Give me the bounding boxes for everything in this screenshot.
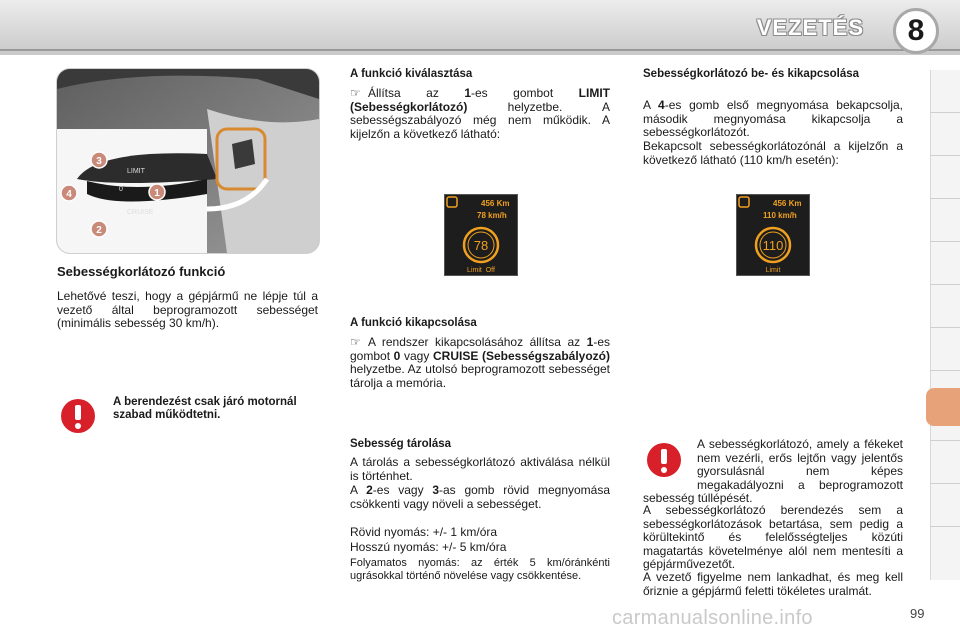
limiter-toggle-heading: Sebességkorlátozó be- és kikapcsolása bbox=[643, 68, 860, 80]
stalk-label-cruise: CRUISE bbox=[127, 209, 154, 216]
instrument-display-off bbox=[444, 194, 518, 276]
limiter-warning-p3: A vezető figyelme nem lankadhat, és meg kell őriznie a gépjármű feletti tökéletes uralmát. bbox=[643, 570, 903, 598]
callout-2: 2 bbox=[96, 225, 102, 236]
pointing-hand-icon: ☞ bbox=[350, 335, 361, 349]
cruise-control-stalk-photo bbox=[56, 68, 320, 254]
display-distance: 456 Km bbox=[481, 199, 510, 208]
disable-function-heading: A funkció kikapcsolása bbox=[350, 317, 477, 329]
stalk-label-zero: 0 bbox=[119, 186, 123, 193]
chapter-number: 8 bbox=[893, 8, 939, 54]
display-dial-value: 78 bbox=[473, 238, 489, 253]
chapter-tabs bbox=[930, 70, 960, 580]
select-function-heading: A funkció kiválasztása bbox=[350, 68, 473, 80]
speed-storage-short-press: Rövid nyomás: +/- 1 km/óra bbox=[350, 525, 498, 539]
chapter-tab[interactable] bbox=[930, 526, 960, 527]
speed-limiter-description: Lehetővé teszi, hogy a gépjármű ne lépje túl a vezető által beprogramozott sebességet (minimális sebesség 30 km/h). bbox=[57, 289, 318, 330]
display-dial-value: 110 bbox=[762, 238, 784, 253]
page-number: 99 bbox=[910, 606, 925, 621]
speed-storage-p2: A 2-es vagy 3-as gomb rövid megnyomása csökkenti vagy növeli a sebességet. bbox=[350, 483, 611, 511]
display-distance: 456 Km bbox=[773, 199, 802, 208]
limiter-warning-p2: A sebességkorlátozó berendezés sem a sebességkorlátozások betartása, sem pedig a körültekintő és felelősségteljes közúti magatartás követelménye alól nem mentesíti a gépjárművezetőt. bbox=[643, 503, 903, 571]
callout-4: 4 bbox=[66, 189, 72, 200]
limiter-toggle-p1: A 4-es gomb első megnyomása bekapcsolja, második megnyomása kikapcsolja a sebességkorlátozót. bbox=[643, 98, 903, 139]
speed-limiter-heading: Sebességkorlátozó funkció bbox=[57, 264, 226, 279]
display-status: Limit Off bbox=[467, 267, 495, 274]
chapter-tab[interactable] bbox=[930, 112, 960, 113]
display-speed: 78 km/h bbox=[477, 211, 507, 220]
speed-storage-heading: Sebesség tárolása bbox=[350, 438, 452, 450]
chapter-tab-active[interactable] bbox=[926, 388, 960, 426]
speed-storage-p1: A tárolás a sebességkorlátozó aktiválása nélkül is történhet. bbox=[350, 455, 610, 483]
chapter-tab[interactable] bbox=[930, 198, 960, 199]
engine-running-warning: A berendezést csak járó motornál szabad működtetni. bbox=[113, 396, 297, 421]
stalk-label-limit: LIMIT bbox=[127, 168, 145, 175]
instrument-display-limit bbox=[736, 194, 810, 276]
chapter-tab[interactable] bbox=[930, 284, 960, 285]
chapter-tab[interactable] bbox=[930, 155, 960, 156]
speed-storage-continuous: Folyamatos nyomás: az érték 5 km/óránkénti ugrásokkal történő növelése vagy csökkentése. bbox=[350, 557, 610, 582]
speed-storage-long-press: Hosszú nyomás: +/- 5 km/óra bbox=[350, 540, 507, 554]
disable-function-text: ☞ A rendszer kikapcsolásához állítsa az 1-es gombot 0 vagy CRUISE (Sebességszabályozó) helyzetbe. Az utolsó beprogramozott sebességet tárolja a memória. bbox=[350, 335, 611, 390]
chapter-tab[interactable] bbox=[930, 327, 960, 328]
pointing-hand-icon: ☞ bbox=[350, 86, 361, 100]
chapter-tab[interactable] bbox=[930, 440, 960, 441]
chapter-tab[interactable] bbox=[930, 370, 960, 371]
chapter-tab[interactable] bbox=[930, 483, 960, 484]
callout-1: 1 bbox=[154, 188, 160, 199]
callout-3: 3 bbox=[96, 156, 102, 167]
warning-exclamation-icon bbox=[60, 398, 96, 434]
watermark: carmanualsonline.info bbox=[612, 607, 813, 629]
section-title: VEZETÉS bbox=[756, 15, 864, 40]
limiter-toggle-p2: Bekapcsolt sebességkorlátozónál a kijelzőn a következő látható (110 km/h esetén): bbox=[643, 139, 903, 167]
chapter-tab[interactable] bbox=[930, 241, 960, 242]
limiter-warning-p1: A sebességkorlátozó, amely a fékeket nem vezérli, erős lejtőn vagy jelentős gyorsulásnál nem képes megakadályozni a beprogramozott sebesség túllépését. bbox=[643, 437, 903, 505]
header-divider bbox=[0, 49, 960, 51]
display-status: Limit bbox=[765, 267, 781, 274]
select-function-text: ☞ Állítsa az 1-es gombot LIMIT (Sebességkorlátozó) helyzetbe. A sebességszabályozó még nem működik. A kijelzőn a következő látható: bbox=[350, 86, 610, 141]
display-speed: 110 km/h bbox=[763, 211, 797, 220]
